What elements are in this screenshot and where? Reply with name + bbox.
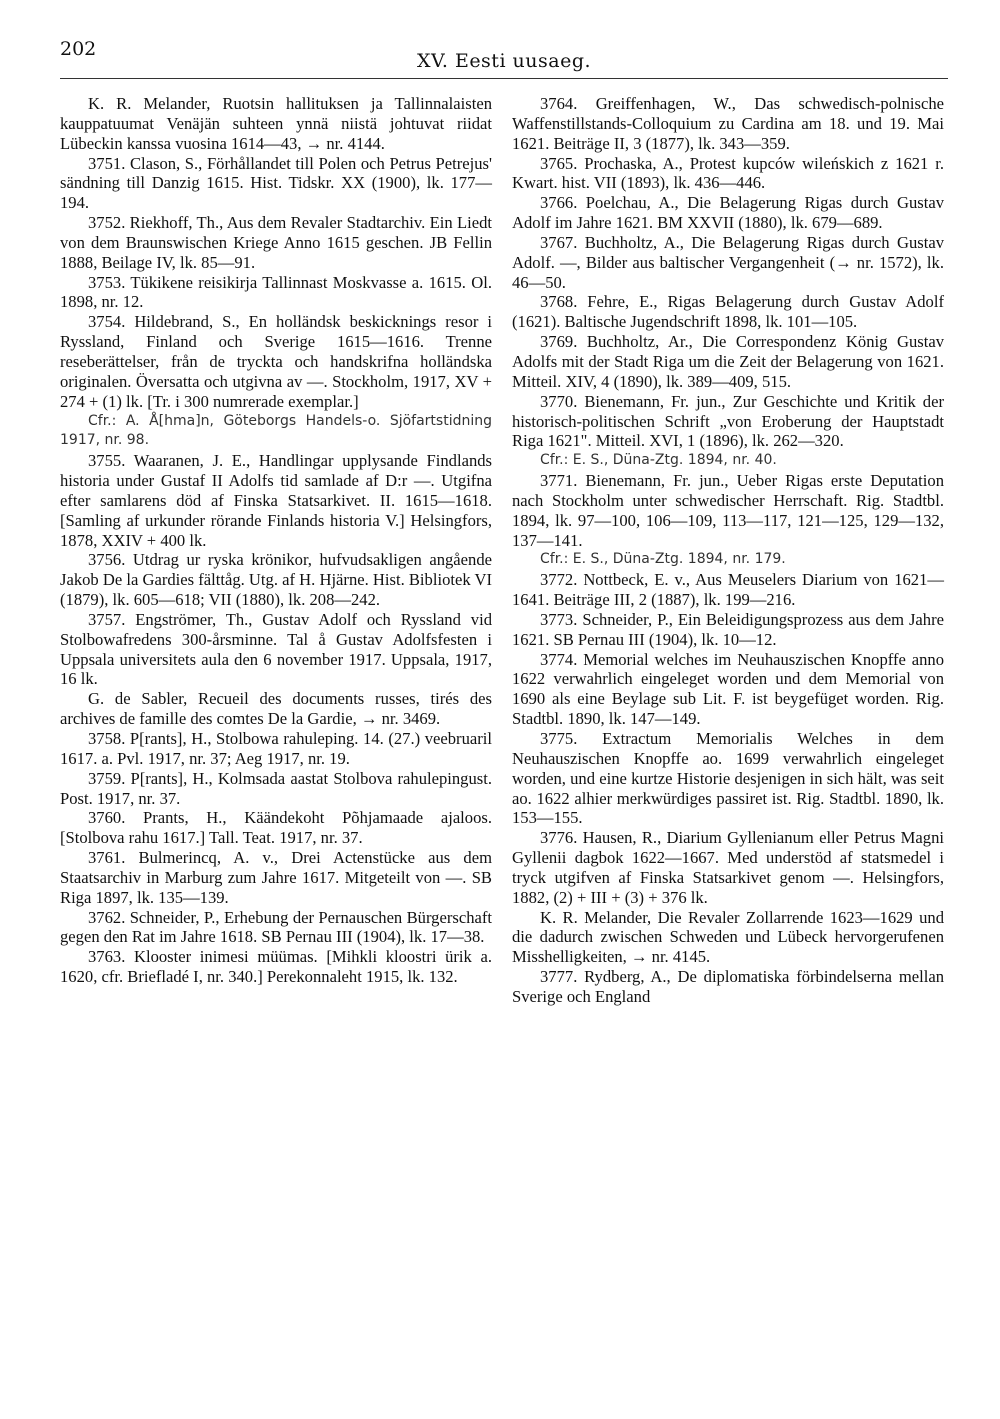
left-column bbox=[60, 94, 492, 987]
bibliography-entry: 3755. Waaranen, J. E., Handlingar upplysande Findlands historia under Gustaf II Adolfs tid samlade af D:r —. Utgifna efter samlarens död af Finska Statsarkivet. II. 1615—1618. [Samling af urkunder rörande Finlands historia V.] Helsingfors, 1878, XXIV + 400 lk. bbox=[60, 451, 492, 550]
bibliography-entry: 3760. Prants, H., Käändekoht Põhjamaade ajaloos. [Stolbova rahu 1617.] Tall. Teat. 1917, nr. 37. bbox=[60, 808, 492, 848]
bibliography-entry: K. R. Melander, Die Revaler Zollarrende 1623—1629 und die dadurch zwischen Schweden und Lübeck hervorgerufenen Misshelligkeiten, → nr. 4145. bbox=[512, 907, 944, 967]
page-number: 202 bbox=[60, 38, 97, 60]
bibliography-entry: 3766. Poelchau, A., Die Belagerung Rigas durch Gustav Adolf im Jahre 1621. BM XXVII (1880), lk. 679—689. bbox=[512, 193, 944, 233]
bibliography-entry: 3757. Engströmer, Th., Gustav Adolf och Ryssland vid Stolbowafredens 300-årsminne. Tal å Gustav Adolfsfesten i Uppsala universitets aula den 6 november 1917. Uppsala, 1917, 16 lk. bbox=[60, 609, 492, 689]
bibliography-entry: 3774. Memorial welches im Neuhauszischen Knopffe anno 1622 verwahrlich eingeleget worden und dem Memorial von 1690 als eine Beylage sub Lit. F. ist beygefüget worden. Rig. Stadtbl. 1890, lk. 147—149. bbox=[512, 649, 944, 729]
bibliography-entry: 3765. Prochaska, A., Protest kupców wileńskich z 1621 r. Kwart. hist. VII (1893), lk. 436—446. bbox=[512, 153, 944, 193]
bibliography-entry: 3759. P[rants], H., Kolmsada aastat Stolbova rahulepingust. Post. 1917, nr. 37. bbox=[60, 768, 492, 808]
bibliography-entry: 3756. Utdrag ur ryska krönikor, hufvudsakligen angående Jakob De la Gardies fälttåg. Utg. af H. Hjärne. Hist. Bibliotek VI (1879), lk. 605—618; VII (1880), lk. 208—242. bbox=[60, 550, 492, 610]
page-header bbox=[60, 38, 948, 79]
bibliography-entry: 3777. Rydberg, A., De diplomatiska förbindelserna mellan Sverige och England bbox=[512, 967, 944, 1006]
bibliography-entry: 3772. Nottbeck, E. v., Aus Meuselers Diarium von 1621—1641. Beiträge III, 2 (1887), lk. 199—216. bbox=[512, 570, 944, 610]
cfr-note: Cfr.: E. S., Düna-Ztg. 1894, nr. 40. bbox=[540, 452, 777, 469]
bibliography-entry: 3758. P[rants], H., Stolbowa rahuleping. 14. (27.) veebruaril 1617. a. Pvl. 1917, nr. 37; Aeg 1917, nr. 19. bbox=[60, 729, 492, 768]
bibliography-entry: 3770. Bienemann, Fr. jun., Zur Geschichte und Kritik der historisch-politischen Schrift „von Eroberung der Hauptstadt Riga 1621". Mitteil. XVI, 1 (1896), lk. 262—320. bbox=[512, 391, 944, 451]
bibliography-entry: 3754. Hildebrand, S., En holländsk beskicknings resor i Ryssland, Finland och Sverige 1615—1616. Trenne reseberättelser, från de tryckta och handskrifna holländska originalen. Översatta och utgivna av —. Stockholm, 1917, XV + 274 + (1) lk. [Tr. i 300 numrerade exemplar.] bbox=[60, 312, 492, 411]
bibliography-entry: 3768. Fehre, E., Rigas Belagerung durch Gustav Adolf (1621). Baltische Jugendschrift 1898, lk. 101—105. bbox=[512, 292, 944, 332]
bibliography-entry: G. de Sabler, Recueil des documents russes, tirés des archives de famille des comtes De la Gardie, → nr. 3469. bbox=[60, 689, 492, 729]
bibliography-entry: 3776. Hausen, R., Diarium Gyllenianum eller Petrus Magni Gyllenii dagbok 1622—1667. Med understöd af statsmedel i tryck utgifven af Finska Statsarkivet genom —. Helsingfors, 1882, (2) + III + (3) + 376 lk. bbox=[512, 828, 944, 907]
bibliography-entry: 3769. Buchholtz, Ar., Die Correspondenz König Gustav Adolfs mit der Stadt Riga um die Zeit der Belagerung von 1621. Mitteil. XIV, 4 (1890), lk. 389—409, 515. bbox=[512, 332, 944, 391]
bibliography-entry: 3767. Buchholtz, A., Die Belagerung Rigas durch Gustav Adolf. —, Bilder aus baltischer Vergangenheit (→ nr. 1572), lk. 46—50. bbox=[512, 232, 944, 292]
bibliography-entry: K. R. Melander, Ruotsin hallituksen ja Tallinnalaisten kauppatuumat Venäjän suhteen ynnä niistä johtuvat riidat Lübeckin kanssa vuosina 1614—43, → nr. 4144. bbox=[60, 94, 492, 153]
bibliography-entry: 3775. Extractum Memorialis Welches in dem Neuhauszischen Knopffe ao. 1699 verwahrlich eingeleget worden, und eine kurtze Historie desjenigen in sich hält, was seit ao. 1622 alhier merkwürdiges passiret ist. Rig. Stadtbl. 1890, lk. 153—155. bbox=[512, 729, 944, 828]
bibliography-entry: 3771. Bienemann, Fr. jun., Ueber Rigas erste Deputation nach Stockholm unter schwedischer Herrschaft. Rig. Stadtbl. 1894, lk. 97—100, 106—109, 113—117, 121—125, 129—132, 137—141. bbox=[512, 471, 944, 550]
bibliography-entry: 3763. Klooster inimesi müümas. [Mihkli kloostri ürik a. 1620, cfr. Briefladé I, nr. 340.] Perekonnaleht 1915, lk. 132. bbox=[60, 947, 492, 987]
bibliography-entry: 3762. Schneider, P., Erhebung der Pernauschen Bürgerschaft gegen den Rat im Jahre 1618. SB Pernau III (1904), lk. 17—38. bbox=[60, 907, 492, 947]
bibliography-entry: 3752. Riekhoff, Th., Aus dem Revaler Stadtarchiv. Ein Liedt von dem Braunswischen Kriege Anno 1615 geschen. JB Fellin 1888, Beilage IV, lk. 85—91. bbox=[60, 213, 492, 272]
bibliography-entry: 3764. Greiffenhagen, W., Das schwedisch-polnische Waffenstillstands-Colloquium zu Cardina am 18. und 19. Mai 1621. Beiträge II, 3 (1877), lk. 343—359. bbox=[512, 94, 944, 153]
running-head: XV. Eesti uusaeg. bbox=[416, 50, 592, 72]
bibliography-entry: 3753. Tükikene reisikirja Tallinnast Moskvasse a. 1615. Ol. 1898, nr. 12. bbox=[60, 272, 492, 312]
cfr-note: Cfr.: E. S., Düna-Ztg. 1894, nr. 179. bbox=[540, 551, 786, 568]
cfr-note: Cfr.: A. Å[hma]n, Göteborgs Handels-o. Sjöfartstidning 1917, nr. 98. bbox=[60, 412, 492, 449]
bibliography-entry: 3761. Bulmerincq, A. v., Drei Actenstücke aus dem Staatsarchiv in Marburg zum Jahre 1617. Mitgeteilt von —. SB Riga 1897, lk. 135—139. bbox=[60, 848, 492, 907]
bibliography-entry: 3751. Clason, S., Förhållandet till Polen och Petrus Petrejus' sändning till Danzig 1615. Hist. Tidskr. XX (1900), lk. 177—194. bbox=[60, 153, 492, 213]
right-column bbox=[512, 94, 944, 1007]
bibliography-entry: 3773. Schneider, P., Ein Beleidigungsprozess aus dem Jahre 1621. SB Pernau III (1904), lk. 10—12. bbox=[512, 609, 944, 649]
